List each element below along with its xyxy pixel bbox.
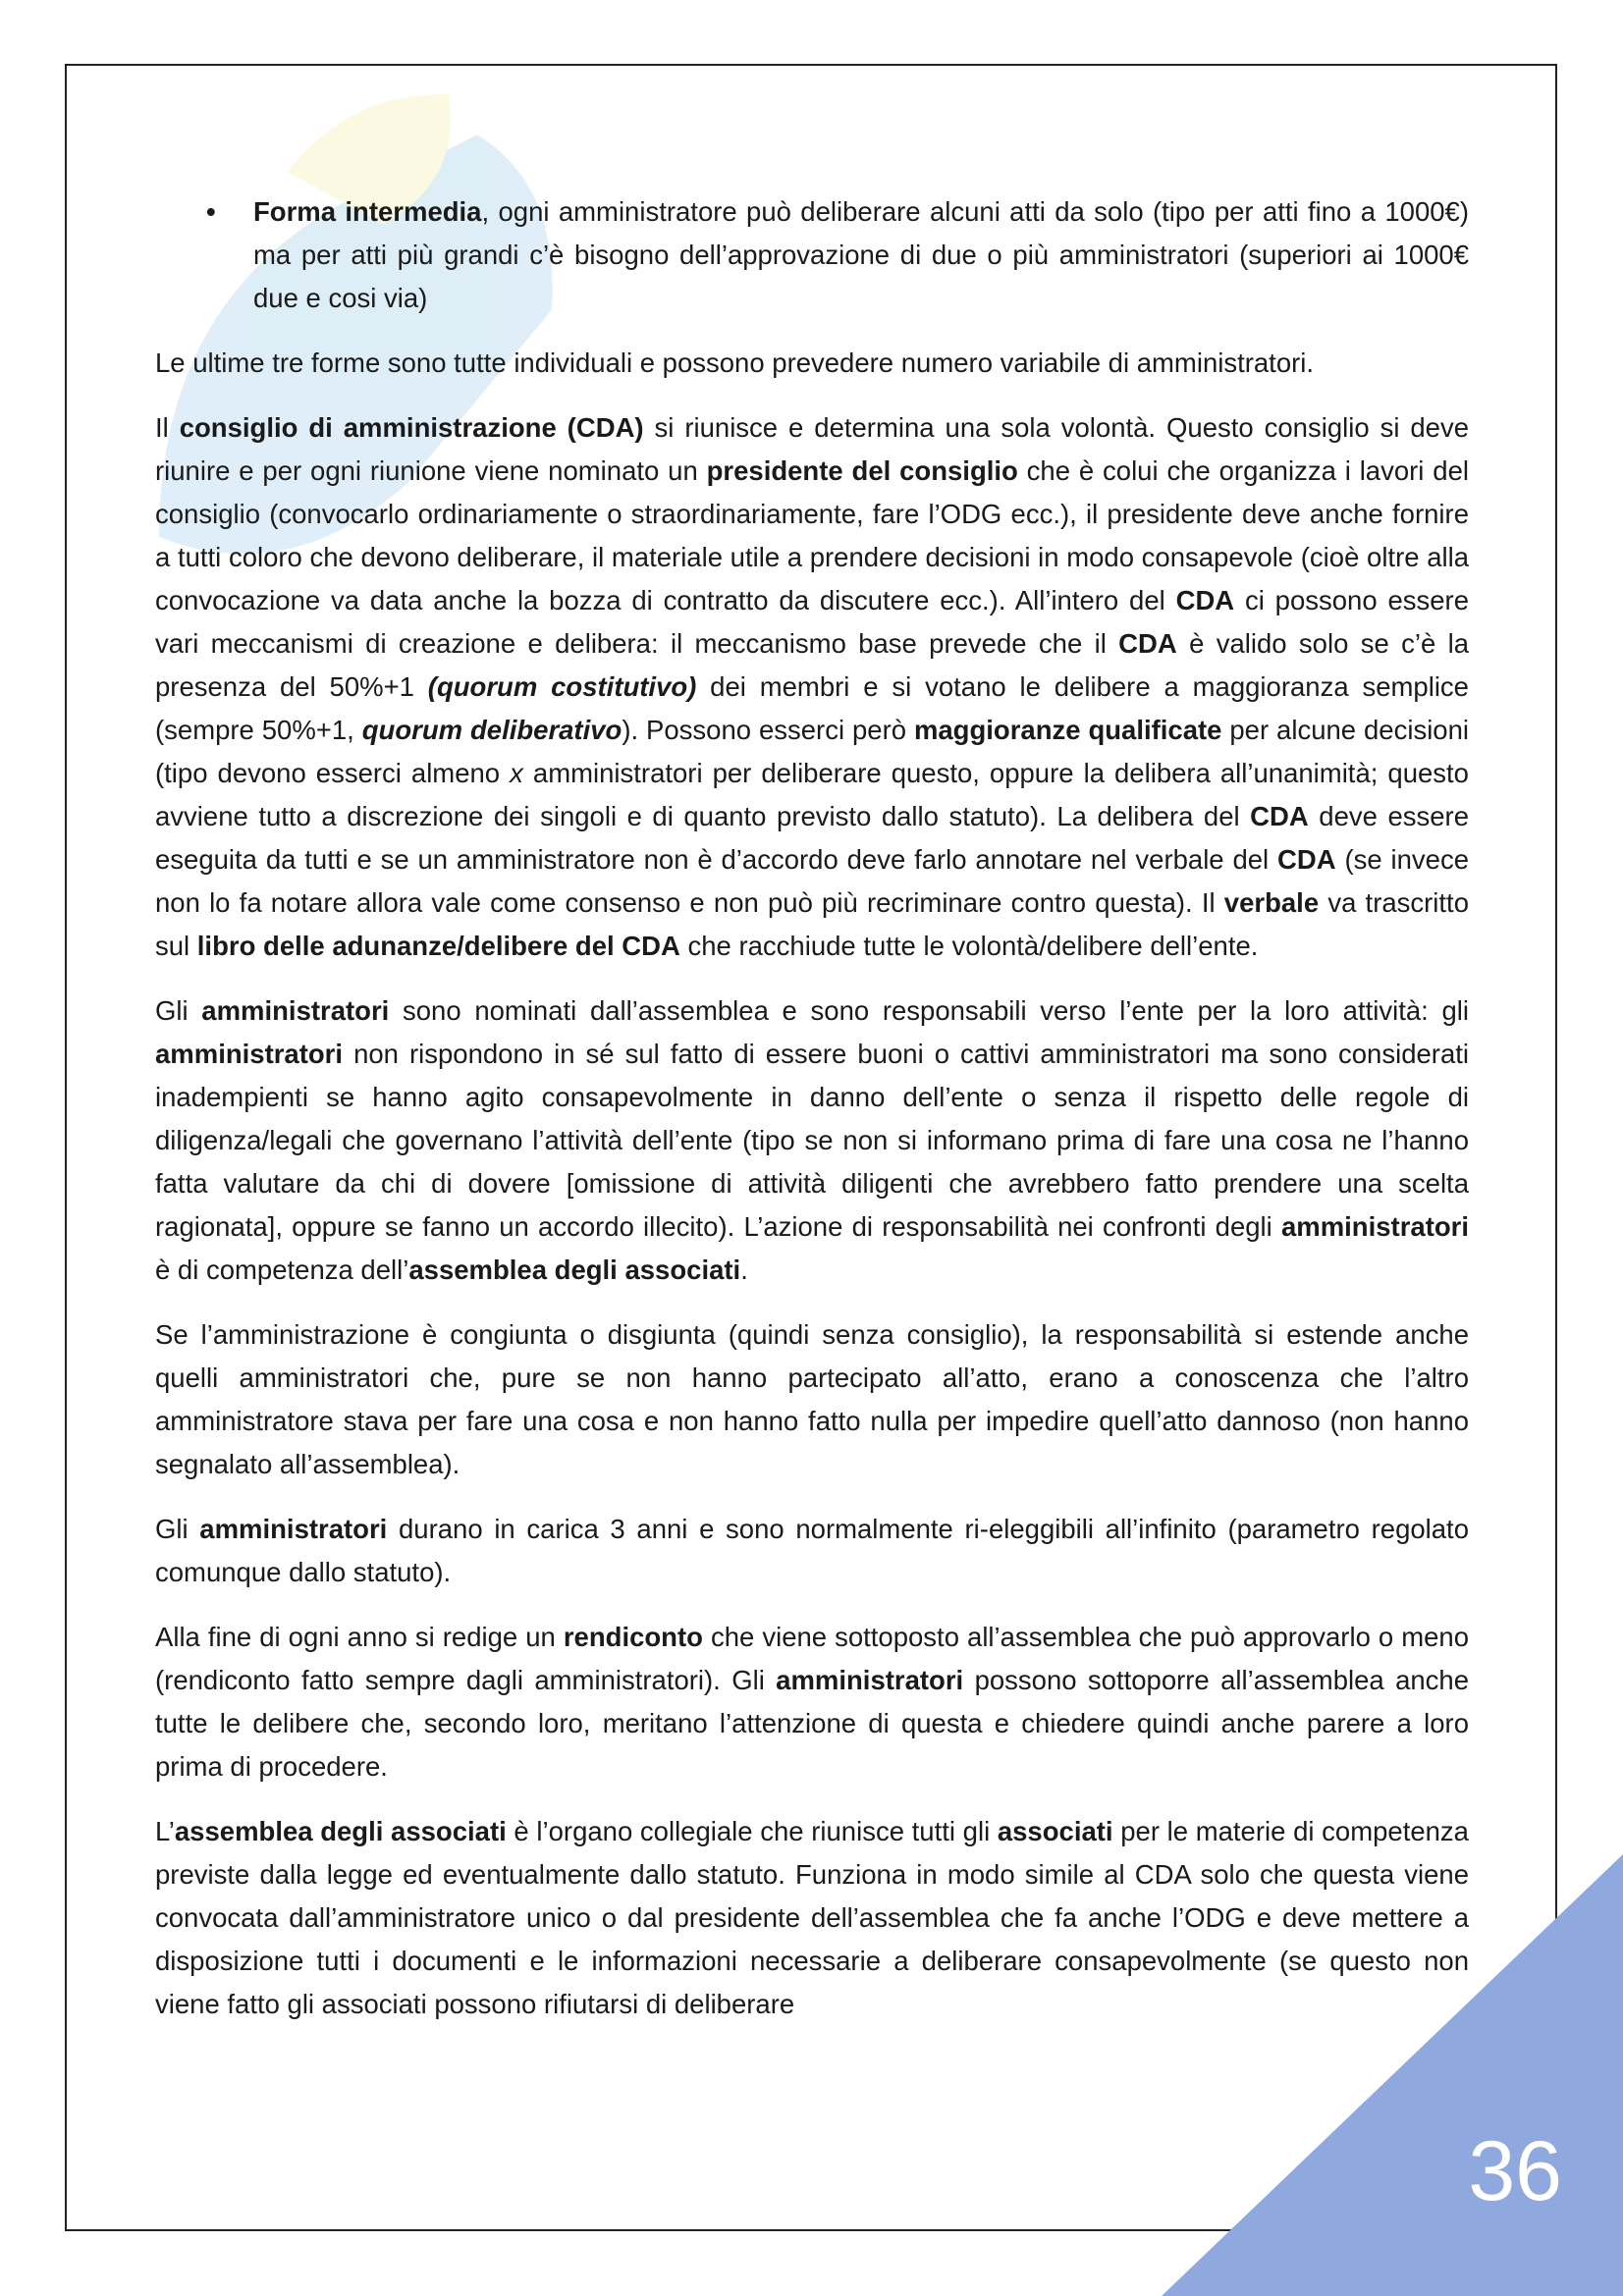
paragraph-5: Gli amministratori durano in carica 3 anni e sono normalmente ri-eleggibili all’infinito (parametro regolato comunque dallo statuto).	[155, 1514, 1469, 1587]
bullet-term: Forma intermedia	[253, 196, 482, 227]
paragraph-6: Alla fine di ogni anno si redige un rendiconto che viene sottoposto all’assemblea che può approvarlo o meno (rendiconto fatto sempre dagli amministratori). Gli amministratori possono sottoporre all’assemblea anche tutte le delibere che, secondo loro, meritano l’attenzione di questa e chiedere quindi anche parere a loro prima di procedere.	[155, 1622, 1469, 1782]
bullet-marker: •	[206, 196, 216, 227]
bullet-text: , ogni amministratore può deliberare alcuni atti da solo (tipo per atti fino a 1000€) ma per atti più grandi c’è bisogno dell’approvazione di due o più amministratori (superiori ai 1000€ due e cosi via)	[253, 196, 1469, 313]
paragraph-1: Le ultime tre forme sono tutte individuali e possono prevedere numero variabile di amministratori.	[155, 347, 1315, 378]
paragraph-2: Il consiglio di amministrazione (CDA) si riunisce e determina una sola volontà. Questo consiglio si deve riunire e per ogni riunione viene nominato un presidente del consiglio che è colui che organizza i lavori del consiglio (convocarlo ordinariamente o straordinariamente, fare l’ODG ecc.), il presidente deve anche fornire a tutti coloro che devono deliberare, il materiale utile a prendere decisioni in modo consapevole (cioè oltre alla convocazione va data anche la bozza di contratto da discutere ecc.). All’intero del CDA ci possono essere vari meccanismi di creazione e delibera: il meccanismo base prevede che il CDA è valido solo se c’è la presenza del 50%+1 (quorum costitutivo) dei membri e si votano le delibere a maggioranza semplice (sempre 50%+1, quorum deliberativo). Possono esserci però maggioranze qualificate per alcune decisioni (tipo devono esserci almeno x amministratori per deliberare questo, oppure la delibera all’unanimità; questo avviene tutto a discrezione dei singoli e di quanto previsto dallo statuto). La delibera del CDA deve essere eseguita da tutti e se un amministratore non è d’accordo deve farlo annotare nel verbale del CDA (se invece non lo fa notare allora vale come consenso e non può più recriminare contro questa). Il verbale va trascritto sul libro delle adunanze/delibere del CDA che racchiude tutte le volontà/delibere dell’ente.	[155, 412, 1470, 961]
paragraph-7: L’assemblea degli associati è l’organo collegiale che riunisce tutti gli associati per le materie di competenza previste dalla legge ed eventualmente dallo statuto. Funziona in modo simile al CDA solo che questa viene convocata dall’amministratore unico o dal presidente dell’assemblea che fa anche l’ODG e deve mettere a disposizione tutti i documenti e le informazioni necessarie a deliberare consapevolmente (se questo non viene fatto gli associati possono rifiutarsi di deliberare	[155, 1816, 1469, 2019]
paragraph-3: Gli amministratori sono nominati dall’assemblea e sono responsabili verso l’ente per la loro attività: gli amministratori non rispondono in sé sul fatto di essere buoni o cattivi amministratori ma sono considerati inadempienti se hanno agito consapevolmente in danno dell’ente o senza il rispetto delle regole di diligenza/legali che governano l’attività dell’ente (tipo se non si informano prima di fare una cosa ne l’hanno fatta valutare da chi di dovere [omissione di attività diligenti che avrebbero fatto prendere una scelta ragionata], oppure se fanno un accordo illecito). L’azione di responsabilità nei confronti degli amministratori è di competenza dell’assemblea degli associati.	[155, 995, 1469, 1285]
paragraph-4: Se l’amministrazione è congiunta o disgiunta (quindi senza consiglio), la responsabilità si estende anche quelli amministratori che, pure se non hanno partecipato all’atto, erano a conoscenza che l’altro amministratore stava per fare una cosa e non hanno fatto nulla per impedire quell’atto dannoso (non hanno segnalato all’assemblea).	[155, 1319, 1469, 1479]
list-item	[155, 190, 1469, 320]
document-body	[155, 190, 1469, 2048]
page-number: 36	[1468, 2124, 1562, 2218]
